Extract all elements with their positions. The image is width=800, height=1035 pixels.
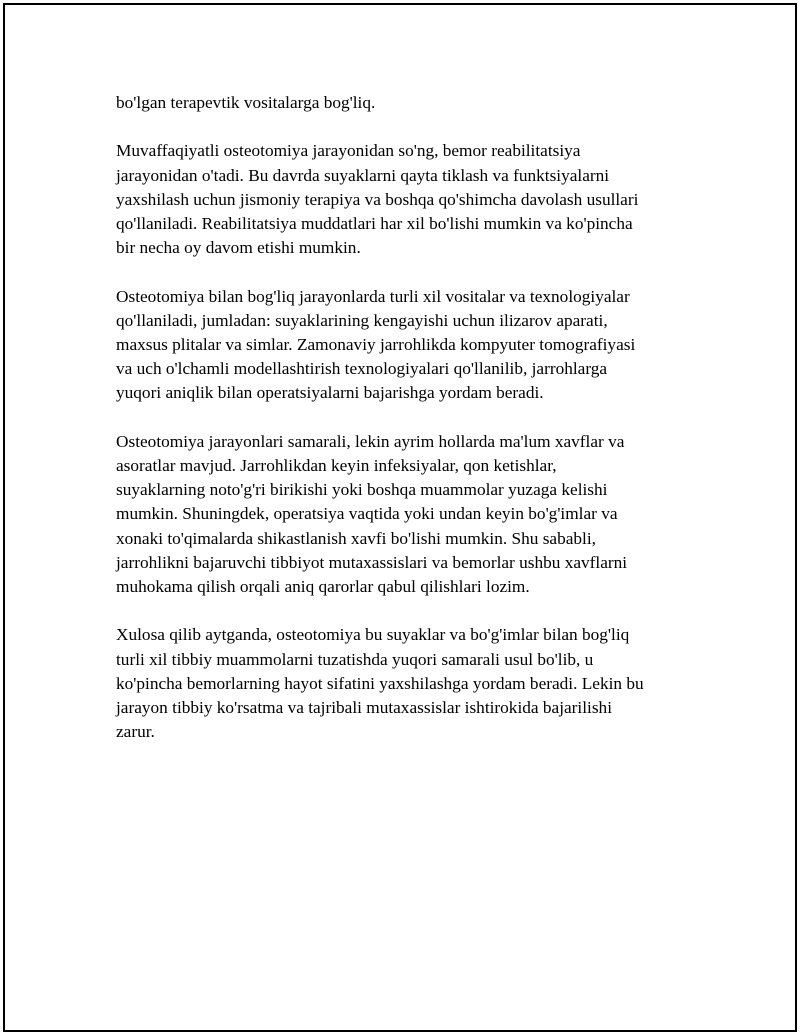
text-line: mumkin. Shuningdek, operatsiya vaqtida yoki undan keyin bo'g'imlar va [116, 504, 618, 524]
text-line: bo'lgan terapevtik vositalarga bog'liq. [116, 93, 376, 112]
text-line: jarrohlikni bajaruvchi tibbiyot mutaxassislari va bemorlar ushbu xavflarni [116, 552, 628, 572]
text-line: va uch o'lchamli modellashtirish texnologiyalari qo'llanilib, jarrohlarga [116, 359, 608, 379]
text-line: yuqori aniqlik bilan operatsiyalarni bajarishga yordam beradi. [116, 383, 544, 403]
document-body [116, 91, 696, 769]
paragraph-3 [116, 285, 696, 406]
text-line: maxsus plitalar va simlar. Zamonaviy jarrohlikda kompyuter tomografiyasi [116, 335, 636, 354]
paragraph-4 [116, 430, 696, 599]
text-line: Osteotomiya jarayonlari samarali, lekin ayrim hollarda ma'lum xavflar va [116, 431, 625, 451]
text-line: jarayon tibbiy ko'rsatma va tajribali mutaxassislar ishtirokida bajarilishi [116, 698, 612, 718]
text-line: qo'llaniladi, jumladan: suyaklarining kengayishi uchun ilizarov aparati, [116, 310, 608, 330]
text-line: turli xil tibbiy muammolarni tuzatishda yuqori samarali usul bo'lib, u [116, 649, 594, 669]
text-line: Xulosa qilib aytganda, osteotomiya bu suyaklar va bo'g'imlar bilan bog'liq [116, 625, 630, 645]
text-line: bir necha oy davom etishi mumkin. [116, 238, 361, 258]
text-line: Osteotomiya bilan bog'liq jarayonlarda turli xil vositalar va texnologiyalar [116, 286, 630, 306]
text-line: asoratlar mavjud. Jarrohlikdan keyin infeksiyalar, qon ketishlar, [116, 456, 557, 475]
text-line: qo'llaniladi. Reabilitatsiya muddatlari har xil bo'lishi mumkin va ko'pincha [116, 214, 633, 233]
text-line: yaxshilash uchun jismoniy terapiya va boshqa qo'shimcha davolash usullari [116, 189, 639, 209]
text-line: zarur. [116, 722, 155, 742]
text-line: suyaklarning noto'g'ri birikishi yoki boshqa muammolar yuzaga kelishi [116, 480, 608, 500]
text-line: muhokama qilish orqali aniq qarorlar qabul qilishlari lozim. [116, 577, 530, 597]
paragraph-1 [116, 91, 696, 115]
paragraph-2 [116, 139, 696, 260]
text-line: xonaki to'qimalarda shikastlanish xavfi bo'lishi mumkin. Shu sababli, [116, 528, 596, 548]
text-line: jarayonidan o'tadi. Bu davrda suyaklarni qayta tiklash va funktsiyalarni [116, 165, 610, 185]
paragraph-5 [116, 623, 696, 744]
text-line: Muvaffaqiyatli osteotomiya jarayonidan so'ng, bemor reabilitatsiya [116, 141, 581, 161]
text-line: ko'pincha bemorlarning hayot sifatini yaxshilashga yordam beradi. Lekin bu [116, 673, 644, 693]
